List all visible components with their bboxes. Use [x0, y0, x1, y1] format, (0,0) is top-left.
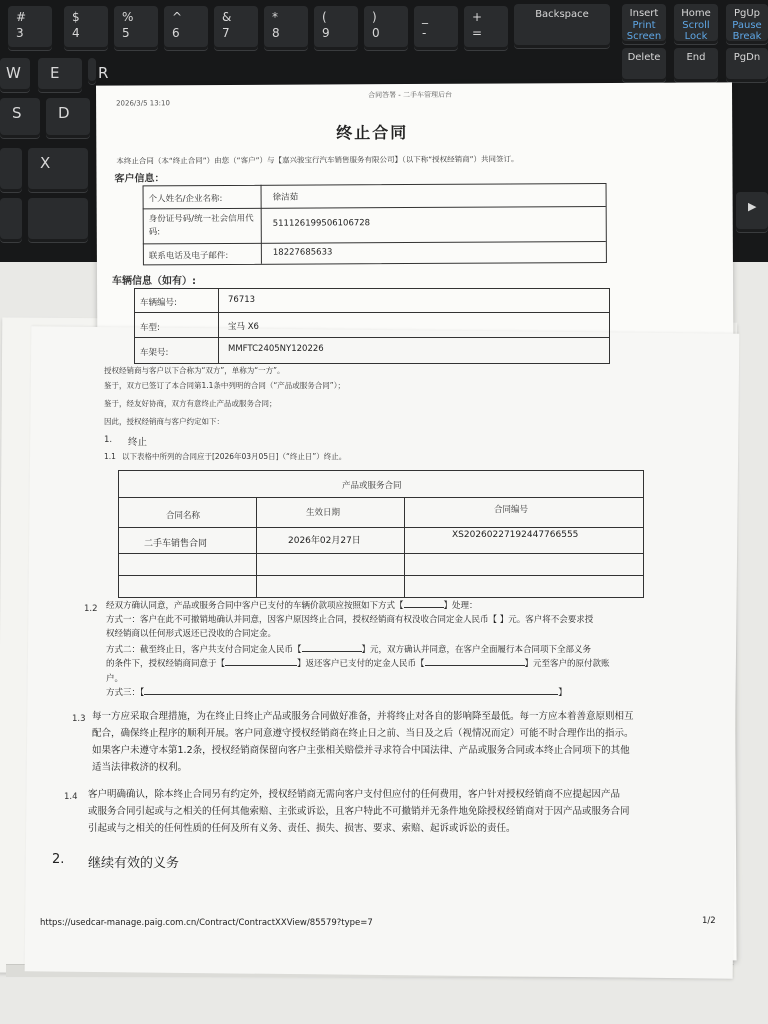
customer-contact-value: 18227685633 [272, 247, 333, 258]
clause-1-2-option2-a [106, 643, 591, 657]
key-label: Backspace [535, 9, 589, 20]
key-bottom-label: 3 [16, 26, 24, 40]
clause-1-2-option2-c: 户。 [106, 674, 124, 684]
vehicle-id-label: 车辆编号: [140, 298, 177, 308]
document-title: 终止合同 [336, 123, 409, 143]
clause-1-2-option1-a: 方式一：客户在此不可撤销地确认并同意，因客户原因终止合同，授权经销商有权没收合同定金人民币【 】元。客户将不会要求授 [106, 615, 594, 625]
key-label: X [40, 154, 51, 172]
key-label: PgDn [733, 52, 761, 63]
contract-table-caption: 产品或服务合同 [342, 481, 402, 491]
key-x[interactable] [28, 148, 88, 192]
vehicle-model-label: 车型: [140, 323, 160, 333]
key-r[interactable] [88, 58, 109, 84]
key-bottom-label: 8 [272, 26, 280, 40]
key-blue-label: Pause Break [732, 20, 762, 42]
key-minus[interactable] [414, 6, 458, 50]
key-delete[interactable] [622, 48, 666, 82]
key-bottom-label: 5 [122, 26, 130, 40]
section-2-title: 继续有效的义务 [88, 856, 180, 871]
table-rule [118, 575, 643, 576]
customer-id-value: 511126199506106728 [272, 218, 371, 229]
vehicle-id-value: 76713 [228, 295, 256, 305]
col-header-contract-number: 合同编号 [494, 505, 529, 515]
print-date: 2026/3/5 13:10 [116, 99, 170, 108]
clause-1-3-line3: 如果客户未遵守本第1.2条，授权经销商保留向客户主张相关赔偿并寻求符合中国法律、产品或服务合同或本终止合同项下的其他 [92, 745, 630, 756]
key-4[interactable] [64, 6, 108, 50]
key-label: R [98, 64, 109, 82]
key-8[interactable] [264, 6, 308, 50]
table-rule [134, 312, 609, 313]
clause-1-4-number: 1.4 [64, 792, 78, 802]
customer-name-label: 个人姓名/企业名称: [148, 194, 223, 205]
blank-field [144, 694, 558, 695]
clause-text: 】处理： [443, 601, 478, 611]
vehicle-info-heading: 车辆信息（如有）: [112, 276, 196, 287]
clause-1-2-option1-b: 权经销商以任何形式返还已没收的合同定金。 [106, 629, 277, 639]
key-blue-label: Scroll Lock [682, 20, 710, 42]
col-header-contract-name: 合同名称 [166, 511, 201, 521]
key-top-label: ) [372, 10, 377, 24]
blank-field [425, 665, 525, 666]
recital-3: 因此，授权经销商与客户约定如下： [104, 417, 224, 426]
table-rule [218, 288, 219, 363]
key-backspace[interactable] [514, 4, 610, 48]
key-label: S [12, 104, 22, 122]
key-label: Delete [627, 52, 661, 63]
key-e[interactable] [38, 58, 82, 92]
key-s[interactable] [0, 98, 40, 138]
print-header: 合同答署 - 二手车管理后台 [368, 90, 453, 100]
customer-info-heading: 客户信息： [114, 173, 165, 185]
parties-definition: 授权经销商与客户以下合称为“双方”，单称为“一方”。 [104, 366, 285, 375]
key-ctrl[interactable] [0, 198, 22, 242]
recital-1: 鉴于，双方已签订了本合同第1.1条中列明的合同（“产品或服务合同”）； [104, 381, 345, 390]
clause-1-3-line1: 每一方应采取合理措施，为在终止日终止产品或服务合同做好准备，并将终止对各自的影响降至最低。每一方应本着善意原则相互 [92, 711, 634, 722]
clause-text: 】 [558, 688, 567, 698]
table-rule [404, 497, 405, 597]
key-arrow-right[interactable] [736, 192, 768, 232]
key-top-label: % [122, 10, 134, 24]
clause-1-1-text: 以下表格中所列的合同应于[2026年03月05日]（“终止日”）终止。 [122, 452, 347, 461]
key-top-label: $ [72, 10, 80, 24]
key-top-label: ^ [172, 10, 183, 24]
clause-text: 方式三：【 [106, 688, 145, 698]
vehicle-vin-label: 车架号: [140, 348, 169, 358]
key-label: W [6, 64, 21, 82]
footer-url: https://usedcar-manage.paig.com.cn/Contract/ContractXXView/85579?type=7 [40, 918, 373, 928]
key-top-label: + [472, 10, 483, 24]
key-equals[interactable] [464, 6, 508, 50]
key-w[interactable] [0, 58, 30, 92]
key-0[interactable] [364, 6, 408, 50]
contract-row-number: XS20260227192447766555 [452, 530, 579, 540]
key-bottom-label: 6 [172, 26, 180, 40]
section-1-title: 终止 [128, 437, 148, 448]
key-end[interactable] [674, 48, 718, 82]
key-blue-label: Print Screen [626, 20, 662, 42]
key-top-label: _ [422, 10, 428, 24]
customer-id-label: 身份证号码/统一社会信用代码: [148, 213, 254, 238]
key-top-label: # [16, 10, 27, 24]
key-3[interactable] [8, 6, 52, 50]
key-6[interactable] [164, 6, 208, 50]
clause-1-4-line2: 或服务合同引起或与之相关的任何其他索赔、主张或诉讼，且客户特此不可撤销并无条件地免除授权经销商对于因产品或服务合同 [88, 806, 630, 817]
key-label: D [58, 104, 70, 122]
clause-text: 经双方确认同意，产品或服务合同中客户已支付的车辆价款项应按照如下方式【 [106, 601, 404, 611]
key-7[interactable] [214, 6, 258, 50]
recital-2: 鉴于，经友好协商，双方有意终止产品或服务合同； [104, 399, 277, 408]
key-top-label: & [222, 10, 232, 24]
blank-field [225, 665, 297, 666]
key-top-label: ( [322, 10, 327, 24]
key-bottom-label: 4 [72, 26, 80, 40]
vehicle-vin-value: MMFTC2405NY120226 [228, 344, 324, 354]
clause-1-2-option3 [106, 686, 567, 700]
clause-1-3-line2: 配合，确保终止程序的顺利开展。客户同意遵守授权经销商在终止日之前、当日及之后（视情况而定）可能不时合理作出的指示。 [92, 728, 634, 739]
clause-text: 的条件下，授权经销商同意于【 [106, 659, 226, 669]
key-bottom-label: 0 [372, 26, 380, 40]
clause-text: 】返还客户已支付的定金人民币【 [297, 659, 425, 669]
clause-text: 方式二：截至终止日，客户共支付合同定金人民币【 [106, 645, 302, 655]
contract-row-date: 2026年02月27日 [288, 536, 361, 546]
key-top-label: * [272, 10, 278, 24]
page-number: 1/2 [702, 916, 716, 926]
key-label: Insert [629, 8, 659, 19]
contract-row-name: 二手车销售合同 [144, 539, 208, 549]
table-rule [118, 553, 643, 554]
key-insert[interactable] [622, 4, 666, 44]
key-bottom-label: = [472, 26, 483, 40]
clause-1-2-option2-b [106, 657, 610, 671]
key-pgdn[interactable] [726, 48, 768, 82]
key-5[interactable] [114, 6, 158, 50]
clause-1-2-number: 1.2 [84, 604, 98, 614]
clause-text: 】元至客户的原付款账 [524, 659, 610, 669]
clause-1-4-line1: 客户明确确认，除本终止合同另有约定外，授权经销商无需向客户支付但应付的任何费用，客户针对授权经销商不应提起因产品 [88, 789, 621, 800]
vehicle-info-table [134, 288, 610, 364]
key-pgup[interactable] [726, 4, 768, 44]
col-header-effective-date: 生效日期 [306, 508, 341, 518]
key-bottom-label: 7 [222, 26, 230, 40]
clause-text: 】元，双方确认并同意，在客户全面履行本合同项下全部义务 [361, 645, 592, 655]
key-9[interactable] [314, 6, 358, 50]
table-rule [118, 527, 643, 528]
customer-name-value: 徐洁茹 [272, 192, 299, 203]
section-1-number: 1. [104, 435, 113, 445]
clause-1-2-line1 [106, 599, 478, 613]
clause-1-3-number: 1.3 [72, 714, 86, 724]
clause-1-3-line4: 适当法律救济的权利。 [92, 762, 188, 773]
customer-contact-label: 联系电话及电子邮件: [148, 250, 229, 262]
clause-1-1-number: 1.1 [104, 452, 116, 461]
key-label: Home [681, 8, 711, 19]
key-shift[interactable] [0, 148, 22, 192]
key-label: End [686, 52, 706, 63]
key-label: PgUp [733, 8, 761, 19]
key-bottom-label: 9 [322, 26, 330, 40]
key-home[interactable] [674, 4, 718, 44]
blank-field [404, 607, 444, 608]
section-2-number: 2. [52, 852, 65, 867]
intro-paragraph: 本终止合同（本“终止合同”）由您（“客户”）与【嘉兴骏宝行汽车销售服务有限公司】（以下称“授权经销商”）共同签订。 [116, 154, 519, 166]
key-label: E [50, 64, 60, 82]
blank-field [302, 651, 362, 652]
vehicle-model-value: 宝马 X6 [228, 322, 259, 332]
table-rule [256, 497, 257, 597]
table-rule [118, 497, 643, 498]
table-rule [134, 337, 609, 338]
key-bottom-label: - [422, 26, 427, 40]
key-d[interactable] [46, 98, 90, 138]
clause-1-4-line3: 引起或与之相关的任何性质的任何及所有义务、责任、损失、损害、要求、索赔、起诉或诉讼的责任。 [88, 823, 516, 834]
key-alt[interactable] [28, 198, 88, 242]
arrow-right-icon: ▶ [748, 200, 757, 213]
